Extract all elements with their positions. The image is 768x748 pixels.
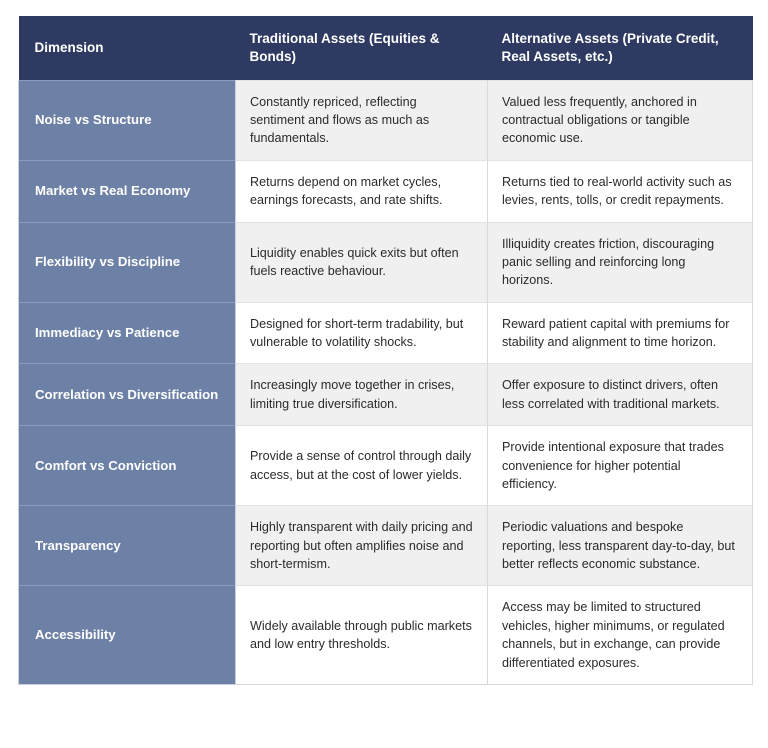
traditional-assets-text: Increasingly move together in crises, limiting true diversification. xyxy=(250,378,455,411)
dimension-label: Noise vs Structure xyxy=(35,112,152,128)
traditional-assets-text: Liquidity enables quick exits but often fuels reactive behaviour. xyxy=(250,245,459,279)
cell-alternative-assets xyxy=(488,426,753,506)
alternative-assets-text: Illiquidity creates friction, discouraging panic selling and reinforcing long horizons. xyxy=(502,236,715,288)
cell-dimension xyxy=(19,222,236,302)
cell-dimension xyxy=(19,302,236,364)
cell-traditional-assets xyxy=(236,506,488,586)
cell-alternative-assets xyxy=(488,506,753,586)
dimension-label: Flexibility vs Discipline xyxy=(35,254,181,270)
dimension-label: Market vs Real Economy xyxy=(35,183,191,199)
cell-alternative-assets xyxy=(488,302,753,364)
table-header-row xyxy=(19,16,753,80)
cell-traditional-assets xyxy=(236,160,488,222)
alternative-assets-text: Reward patient capital with premiums for stability and alignment to time horizon. xyxy=(502,316,730,349)
cell-dimension xyxy=(19,80,236,160)
table-row xyxy=(19,506,753,586)
alternative-assets-text: Provide intentional exposure that trades convenience for higher potential efficiency. xyxy=(502,440,724,491)
table-row xyxy=(19,222,753,302)
dimension-label: Correlation vs Diversification xyxy=(35,386,219,402)
cell-traditional-assets xyxy=(236,222,488,302)
traditional-assets-text: Widely available through public markets and low entry thresholds. xyxy=(250,618,472,652)
traditional-assets-text: Highly transparent with daily pricing and reporting but often amplifies noise and short-termism. xyxy=(250,520,473,571)
cell-alternative-assets xyxy=(488,222,753,302)
comparison-table xyxy=(18,16,753,685)
cell-traditional-assets xyxy=(236,302,488,364)
table-row xyxy=(19,160,753,222)
comparison-table-container xyxy=(18,16,752,731)
cell-alternative-assets xyxy=(488,586,753,685)
table-row xyxy=(19,302,753,364)
cell-dimension xyxy=(19,160,236,222)
cell-traditional-assets xyxy=(236,80,488,160)
traditional-assets-text: Returns depend on market cycles, earnings forecasts, and rate shifts. xyxy=(250,174,443,208)
table-row xyxy=(19,80,753,160)
cell-dimension xyxy=(19,586,236,685)
traditional-assets-text: Designed for short-term tradability, but vulnerable to volatility shocks. xyxy=(250,316,464,349)
table-body xyxy=(19,80,753,684)
column-header-alternative-assets: Alternative Assets (Private Credit, Real Assets, etc.) xyxy=(488,16,753,80)
dimension-label: Transparency xyxy=(35,537,121,553)
alternative-assets-text: Offer exposure to distinct drivers, often less correlated with traditional markets. xyxy=(502,378,720,411)
traditional-assets-text: Constantly repriced, reflecting sentiment and flows as much as fundamentals. xyxy=(250,94,430,146)
cell-dimension xyxy=(19,426,236,506)
cell-traditional-assets xyxy=(236,426,488,506)
traditional-assets-text: Provide a sense of control through daily access, but at the cost of lower yields. xyxy=(250,449,472,482)
alternative-assets-text: Returns tied to real-world activity such as levies, rents, tolls, or credit repayments. xyxy=(502,174,732,208)
table-row xyxy=(19,364,753,426)
cell-traditional-assets xyxy=(236,586,488,685)
cell-alternative-assets xyxy=(488,364,753,426)
cell-alternative-assets xyxy=(488,80,753,160)
cell-dimension xyxy=(19,364,236,426)
table-row xyxy=(19,586,753,685)
alternative-assets-text: Periodic valuations and bespoke reporting, less transparent day-to-day, but better reflects economic substance. xyxy=(502,520,735,571)
dimension-label: Comfort vs Conviction xyxy=(35,457,177,473)
cell-alternative-assets xyxy=(488,160,753,222)
column-header-traditional-assets: Traditional Assets (Equities & Bonds) xyxy=(236,16,488,80)
cell-dimension xyxy=(19,506,236,586)
cell-traditional-assets xyxy=(236,364,488,426)
dimension-label: Accessibility xyxy=(35,627,116,643)
table-row xyxy=(19,426,753,506)
alternative-assets-text: Valued less frequently, anchored in contractual obligations or tangible economic use. xyxy=(502,94,697,146)
table-header xyxy=(19,16,753,80)
alternative-assets-text: Access may be limited to structured vehicles, higher minimums, or regulated channels, but in exchange, can provide differentiated exposures. xyxy=(502,600,725,670)
dimension-label: Immediacy vs Patience xyxy=(35,325,180,341)
column-header-dimension: Dimension xyxy=(19,16,236,80)
